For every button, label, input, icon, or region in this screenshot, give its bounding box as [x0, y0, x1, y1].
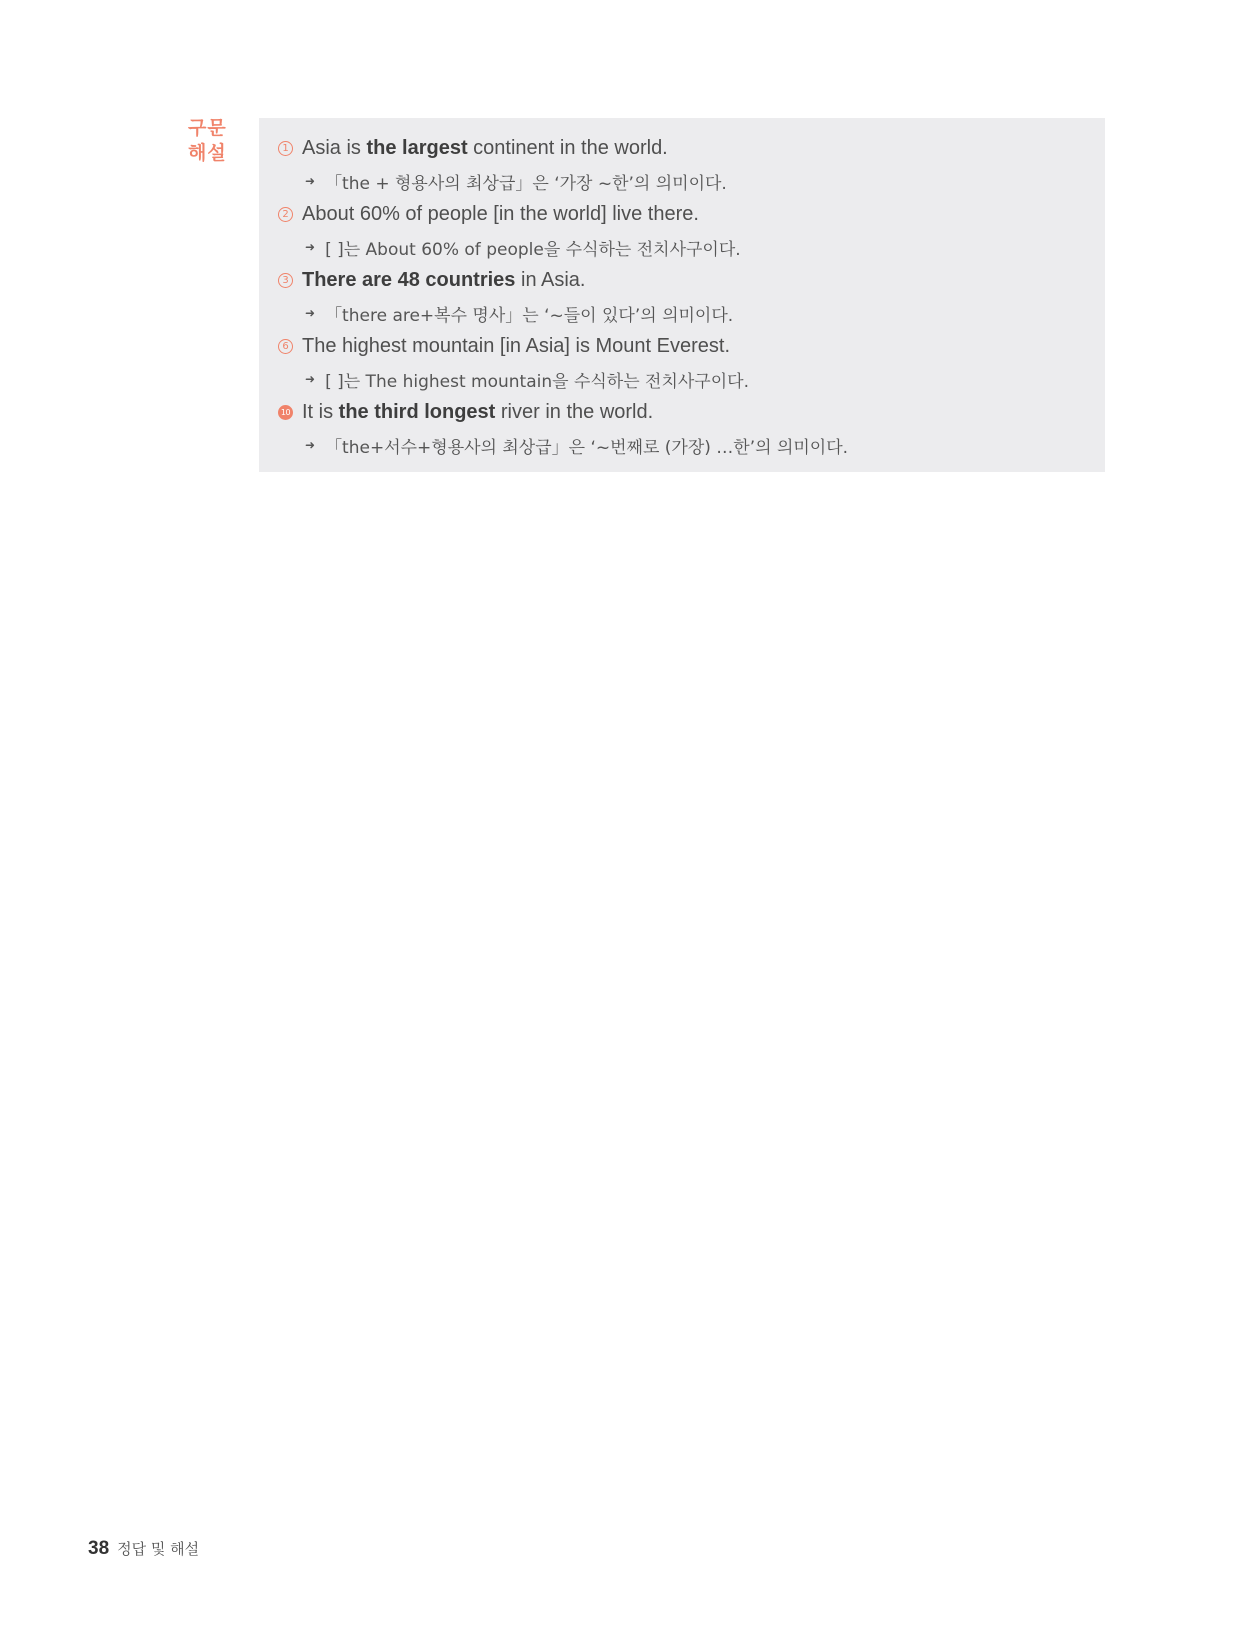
section-label [188, 116, 234, 166]
sentence-number-badge: 1 [278, 141, 293, 156]
page-footer [88, 1538, 199, 1560]
sentence-text-bold: the third longest [338, 400, 496, 423]
page-number: 38 [88, 1538, 110, 1559]
sentence-text-bold: the largest [366, 136, 468, 159]
arrow-icon: ➜ [305, 240, 316, 254]
grammar-note [277, 296, 1105, 330]
explanation-item [277, 330, 1105, 396]
grammar-note [277, 428, 1105, 462]
sentence-text-bold: There are 48 countries [302, 268, 516, 291]
grammar-note-text: 「the+서수+형용사의 최상급」은 ‘~번째로 (가장) …한’의 의미이다. [325, 437, 849, 458]
arrow-icon: ➜ [305, 372, 316, 386]
section-label-line-1: 구문 [188, 117, 227, 139]
footer-title: 정답 및 해설 [117, 1540, 200, 1558]
sentence-text-pre: The highest mountain [in Asia] is Mount Everest. [302, 334, 730, 357]
grammar-note-text: [ ]는 About 60% of people을 수식하는 전치사구이다. [325, 239, 741, 260]
sentence-text-post: continent in the world. [467, 136, 668, 159]
grammar-note [277, 362, 1105, 396]
grammar-note-text: 「there are+복수 명사」는 ‘~들이 있다’의 의미이다. [325, 305, 734, 326]
arrow-icon: ➜ [305, 174, 316, 188]
example-sentence [277, 198, 1105, 230]
arrow-icon: ➜ [305, 306, 316, 320]
example-sentence [277, 396, 1105, 428]
grammar-note-text: [ ]는 The highest mountain을 수식하는 전치사구이다. [325, 371, 749, 392]
explanation-item [277, 132, 1105, 198]
sentence-number-badge: 3 [278, 273, 293, 288]
example-sentence [277, 132, 1105, 164]
sentence-text-post: river in the world. [495, 400, 654, 423]
explanation-item [277, 396, 1105, 462]
explanation-box [259, 118, 1105, 472]
grammar-note [277, 230, 1105, 264]
sentence-number-badge: 10 [278, 405, 293, 420]
section-label-line-2: 해설 [188, 142, 227, 164]
sentence-text-post: in Asia. [515, 268, 586, 291]
explanation-item [277, 264, 1105, 330]
sentence-text-pre: About 60% of people [in the world] live there. [302, 202, 699, 225]
sentence-text-pre: It is [302, 400, 339, 423]
example-sentence [277, 330, 1105, 362]
arrow-icon: ➜ [305, 438, 316, 452]
explanation-item [277, 198, 1105, 264]
sentence-number-badge: 6 [278, 339, 293, 354]
grammar-note [277, 164, 1105, 198]
sentence-number-badge: 2 [278, 207, 293, 222]
grammar-note-text: 「the + 형용사의 최상급」은 ‘가장 ~한’의 의미이다. [325, 173, 727, 194]
example-sentence [277, 264, 1105, 296]
sentence-text-pre: Asia is [302, 136, 367, 159]
